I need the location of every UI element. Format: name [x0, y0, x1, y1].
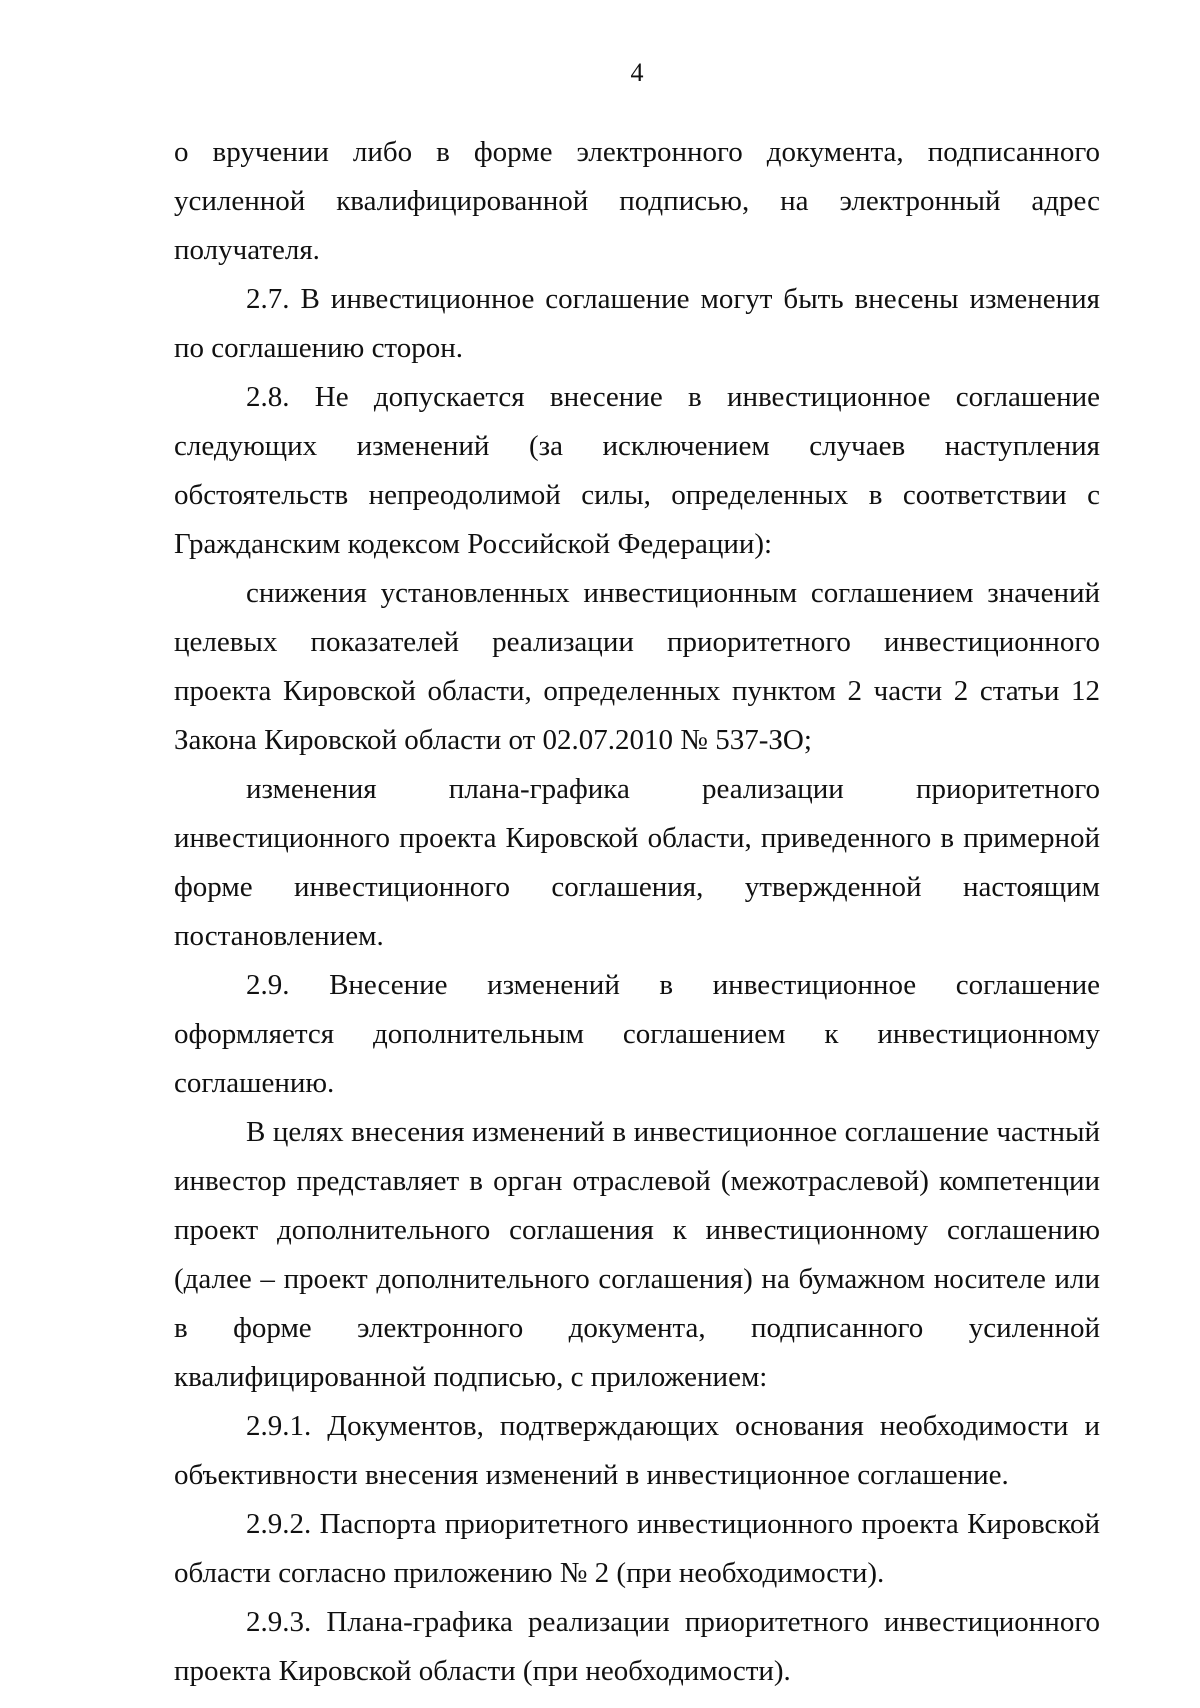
paragraph-2-8: 2.8. Не допускается внесение в инвестиционное соглашение следующих изменений (за исключением случаев наступления обстоятельств непреодолимой силы, определенных в соответствии с Гражданским кодексом Российской Федерации): — [174, 381, 1100, 560]
paragraph-2-9: 2.9. Внесение изменений в инвестиционное соглашение оформляется дополнительным соглашением к инвестиционному соглашению. — [174, 969, 1100, 1099]
paragraph-2-7: 2.7. В инвестиционное соглашение могут быть внесены изменения по соглашению сторон. — [174, 283, 1100, 364]
paragraph-investor-submission: В целях внесения изменений в инвестиционное соглашение частный инвестор представляет в орган отраслевой (межотраслевой) компетенции проект дополнительного соглашения к инвестиционному соглашению (далее – проект дополнительного соглашения) на бумажном носителе или в форме электронного документа, подписанного усиленной квалифицированной подписью, с приложением: — [174, 1116, 1100, 1393]
document-body — [174, 128, 1100, 1696]
paragraph-2-9-1: 2.9.1. Документов, подтверждающих основания необходимости и объективности внесения изменений в инвестиционное соглашение. — [174, 1410, 1100, 1491]
page-number: 4 — [630, 58, 644, 87]
paragraph-delivery-notice: о вручении либо в форме электронного документа, подписанного усиленной квалифицированной подписью, на электронный адрес получателя. — [174, 136, 1100, 266]
paragraph-reduction-of-indicators: снижения установленных инвестиционным соглашением значений целевых показателей реализации приоритетного инвестиционного проекта Кировской области, определенных пунктом 2 части 2 статьи 12 Закона Кировской области от 02.07.2010 № 537-ЗО; — [174, 577, 1100, 756]
paragraph-schedule-change: изменения плана-графика реализации приоритетного инвестиционного проекта Кировской области, приведенного в примерной форме инвестиционного соглашения, утвержденной настоящим постановлением. — [174, 773, 1100, 952]
paragraph-2-9-2: 2.9.2. Паспорта приоритетного инвестиционного проекта Кировской области согласно приложению № 2 (при необходимости). — [174, 1508, 1100, 1589]
paragraph-2-9-3: 2.9.3. Плана-графика реализации приоритетного инвестиционного проекта Кировской области (при необходимости). — [174, 1606, 1100, 1687]
